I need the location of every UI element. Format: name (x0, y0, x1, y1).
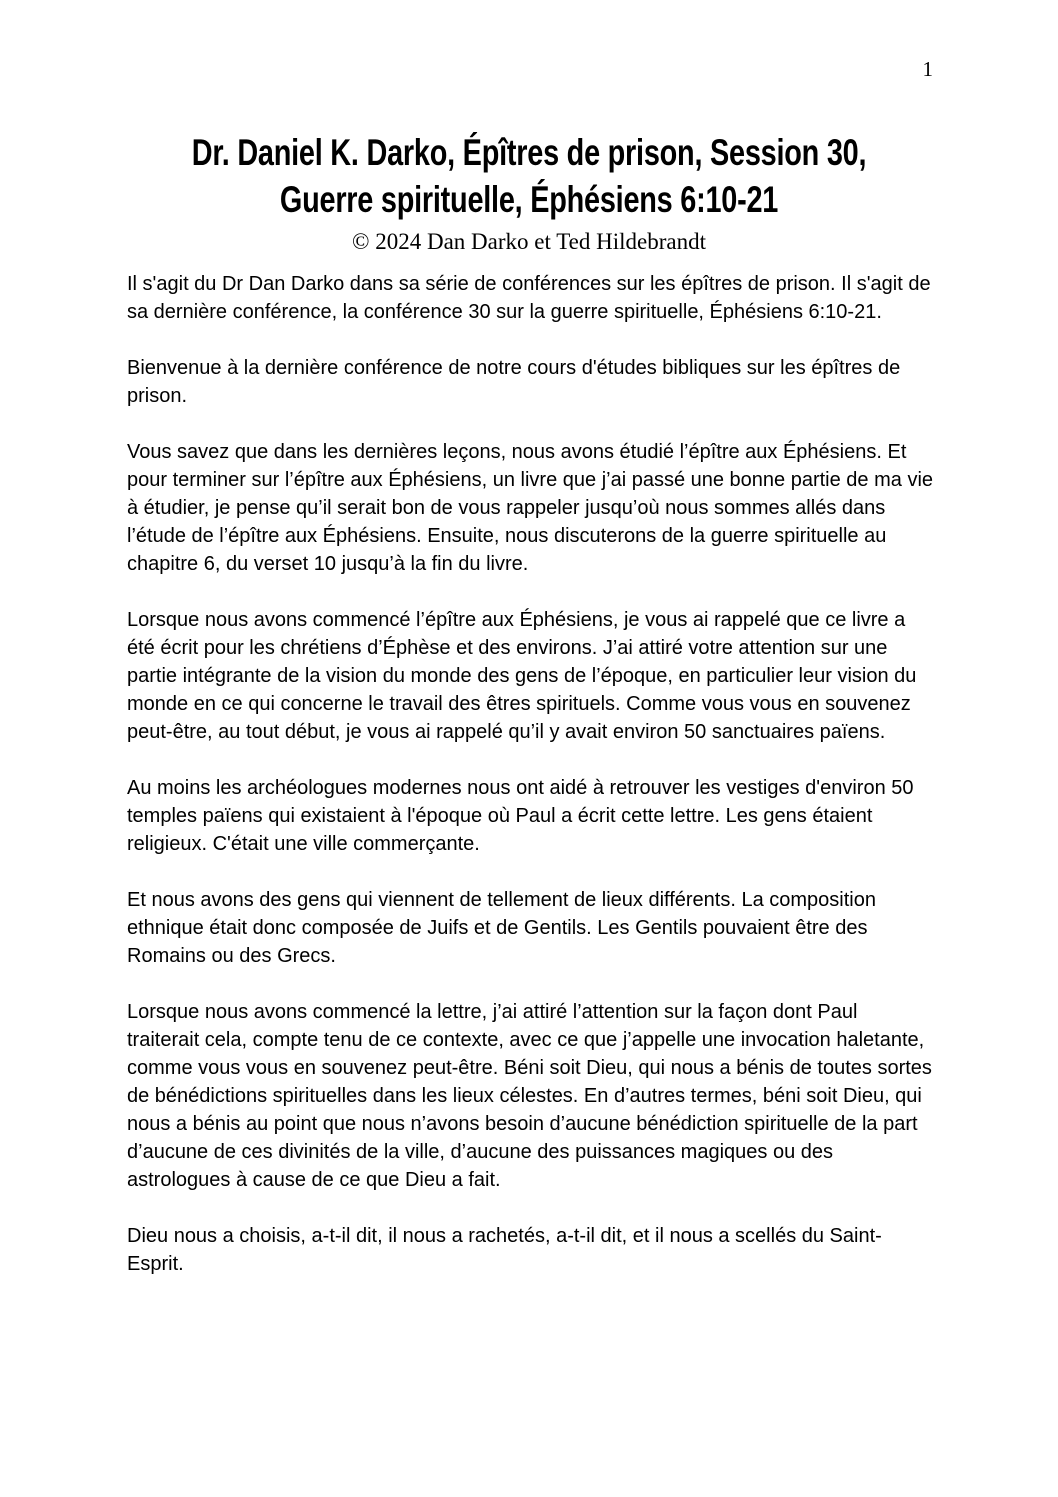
paragraph-2: Bienvenue à la dernière conférence de notre cours d'études bibliques sur les épîtres de prison. (127, 357, 901, 407)
paragraph-3: Vous savez que dans les dernières leçons, nous avons étudié l’épître aux Éphésiens. Et pour terminer sur l’épître aux Éphésiens, un livre que j’ai passé une bonne partie de ma vie à étudier, je pense qu’il serait bon de vous rappeler jusqu’où nous sommes allés dans l’étude de l’épître aux Éphésiens. Ensuite, nous discuterons de la guerre spirituelle au chapitre 6, du verset 10 jusqu’à la fin du livre. (127, 441, 934, 575)
paragraph-6: Et nous avons des gens qui viennent de tellement de lieux différents. La composition ethnique était donc composée de Juifs et de Gentils. Les Gentils pouvaient être des Romains ou des Grecs. (127, 889, 876, 967)
document-title-line-1: Dr. Daniel K. Darko, Épîtres de prison, Session 30, (191, 132, 867, 173)
paragraph-1: Il s'agit du Dr Dan Darko dans sa série de conférences sur les épîtres de prison. Il s'agit de sa dernière conférence, la conférence 30 sur la guerre spirituelle, Éphésiens 6:10-21. (127, 273, 931, 323)
copyright-line: © 2024 Dan Darko et Ted Hildebrandt (352, 229, 706, 254)
document-body (127, 270, 935, 1306)
paragraph-8: Dieu nous a choisis, a-t-il dit, il nous a rachetés, a-t-il dit, et il nous a scellés du Saint-Esprit. (127, 1225, 882, 1275)
document-header (0, 129, 1058, 257)
paragraph-7: Lorsque nous avons commencé la lettre, j’ai attiré l’attention sur la façon dont Paul traiterait cela, compte tenu de ce contexte, avec ce que j’appelle une invocation haletante, comme vous vous en souvenez peut-être. Béni soit Dieu, qui nous a bénis de toutes sortes de bénédictions spirituelles dans les lieux célestes. En d’autres termes, béni soit Dieu, qui nous a bénis au point que nous n’avons besoin d’aucune bénédiction spirituelle de la part d’aucune de ces divinités de la ville, d’aucune des puissances magiques ou des astrologues à cause de ce que Dieu a fait. (127, 1001, 932, 1191)
paragraph-5: Au moins les archéologues modernes nous ont aidé à retrouver les vestiges d'environ 50 temples païens qui existaient à l'époque où Paul a écrit cette lettre. Les gens étaient religieux. C'était une ville commerçante. (127, 777, 914, 855)
paragraph-4: Lorsque nous avons commencé l’épître aux Éphésiens, je vous ai rappelé que ce livre a été écrit pour les chrétiens d’Éphèse et des environs. J’ai attiré votre attention sur une partie intégrante de la vision du monde des gens de l’époque, en particulier leur vision du monde en ce qui concerne le travail des êtres spirituels. Comme vous vous en souvenez peut-être, au tout début, je vous ai rappelé qu’il y avait environ 50 sanctuaires païens. (127, 609, 917, 743)
document-title-line-2: Guerre spirituelle, Éphésiens 6:10-21 (279, 179, 779, 220)
page-number: 1 (922, 57, 933, 81)
